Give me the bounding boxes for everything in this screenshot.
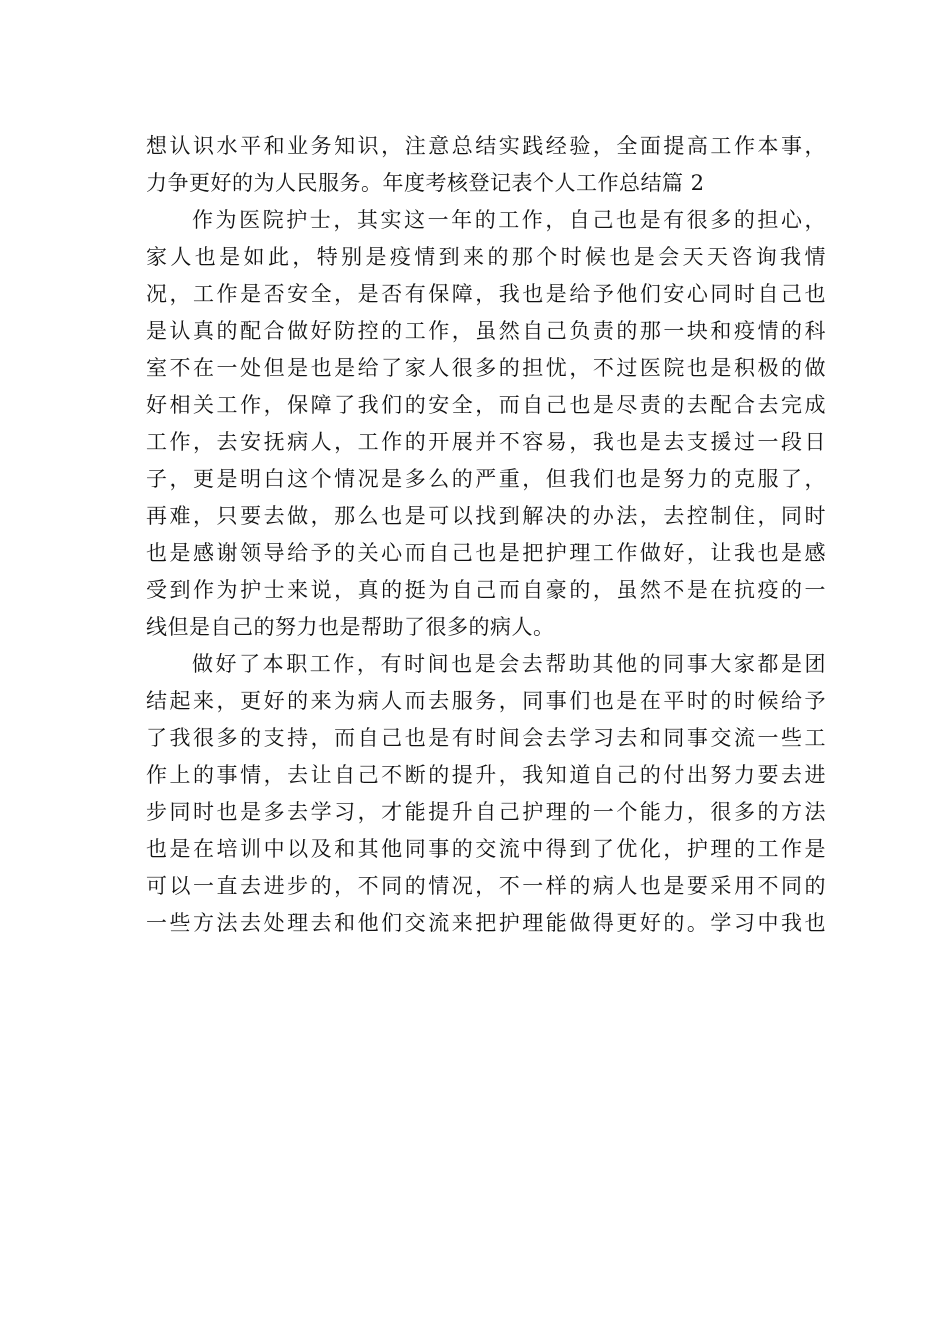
text-line: 况，工作是否安全，是否有保障，我也是给予他们安心同时自己也 xyxy=(146,282,826,306)
text-line: 了我很多的支持，而自己也是有时间会去学习去和同事交流一些工 xyxy=(146,726,826,750)
text-line: 受到作为护士来说，真的挺为自己而自豪的，虽然不是在抗疫的一 xyxy=(146,578,826,602)
text-line: 结起来，更好的来为病人而去服务，同事们也是在平时的时候给予 xyxy=(146,689,826,713)
text-line: 也是在培训中以及和其他同事的交流中得到了优化，护理的工作是 xyxy=(146,837,826,861)
text-line: 工作，去安抚病人，工作的开展并不容易，我也是去支援过一段日 xyxy=(146,430,826,454)
text-line: 室不在一处但是也是给了家人很多的担忧，不过医院也是积极的做 xyxy=(146,356,826,380)
text-line: 作为医院护士，其实这一年的工作，自己也是有很多的担心， xyxy=(192,208,826,232)
text-line: 力争更好的为人民服务。年度考核登记表个人工作总结篇 2 xyxy=(146,171,705,195)
text-line: 也是感谢领导给予的关心而自己也是把护理工作做好，让我也是感 xyxy=(146,541,826,565)
text-line: 家人也是如此，特别是疫情到来的那个时候也是会天天咨询我情 xyxy=(146,245,826,269)
body-text xyxy=(146,128,826,942)
text-line: 好相关工作，保障了我们的安全，而自己也是尽责的去配合去完成 xyxy=(146,393,826,417)
text-line: 步同时也是多去学习，才能提升自己护理的一个能力，很多的方法 xyxy=(146,800,826,824)
text-line: 线但是自己的努力也是帮助了很多的病人。 xyxy=(146,615,555,639)
text-line: 做好了本职工作，有时间也是会去帮助其他的同事大家都是团 xyxy=(192,652,826,676)
text-line: 再难，只要去做，那么也是可以找到解决的办法，去控制住，同时 xyxy=(146,504,826,528)
text-line: 想认识水平和业务知识，注意总结实践经验，全面提高工作本事， xyxy=(146,134,826,158)
text-line: 一些方法去处理去和他们交流来把护理能做得更好的。学习中我也 xyxy=(146,911,826,935)
text-line: 作上的事情，去让自己不断的提升，我知道自己的付出努力要去进 xyxy=(146,763,826,787)
text-line: 可以一直去进步的，不同的情况，不一样的病人也是要采用不同的 xyxy=(146,874,826,898)
text-line: 是认真的配合做好防控的工作，虽然自己负责的那一块和疫情的科 xyxy=(146,319,826,343)
text-line: 子，更是明白这个情况是多么的严重，但我们也是努力的克服了， xyxy=(146,467,826,491)
